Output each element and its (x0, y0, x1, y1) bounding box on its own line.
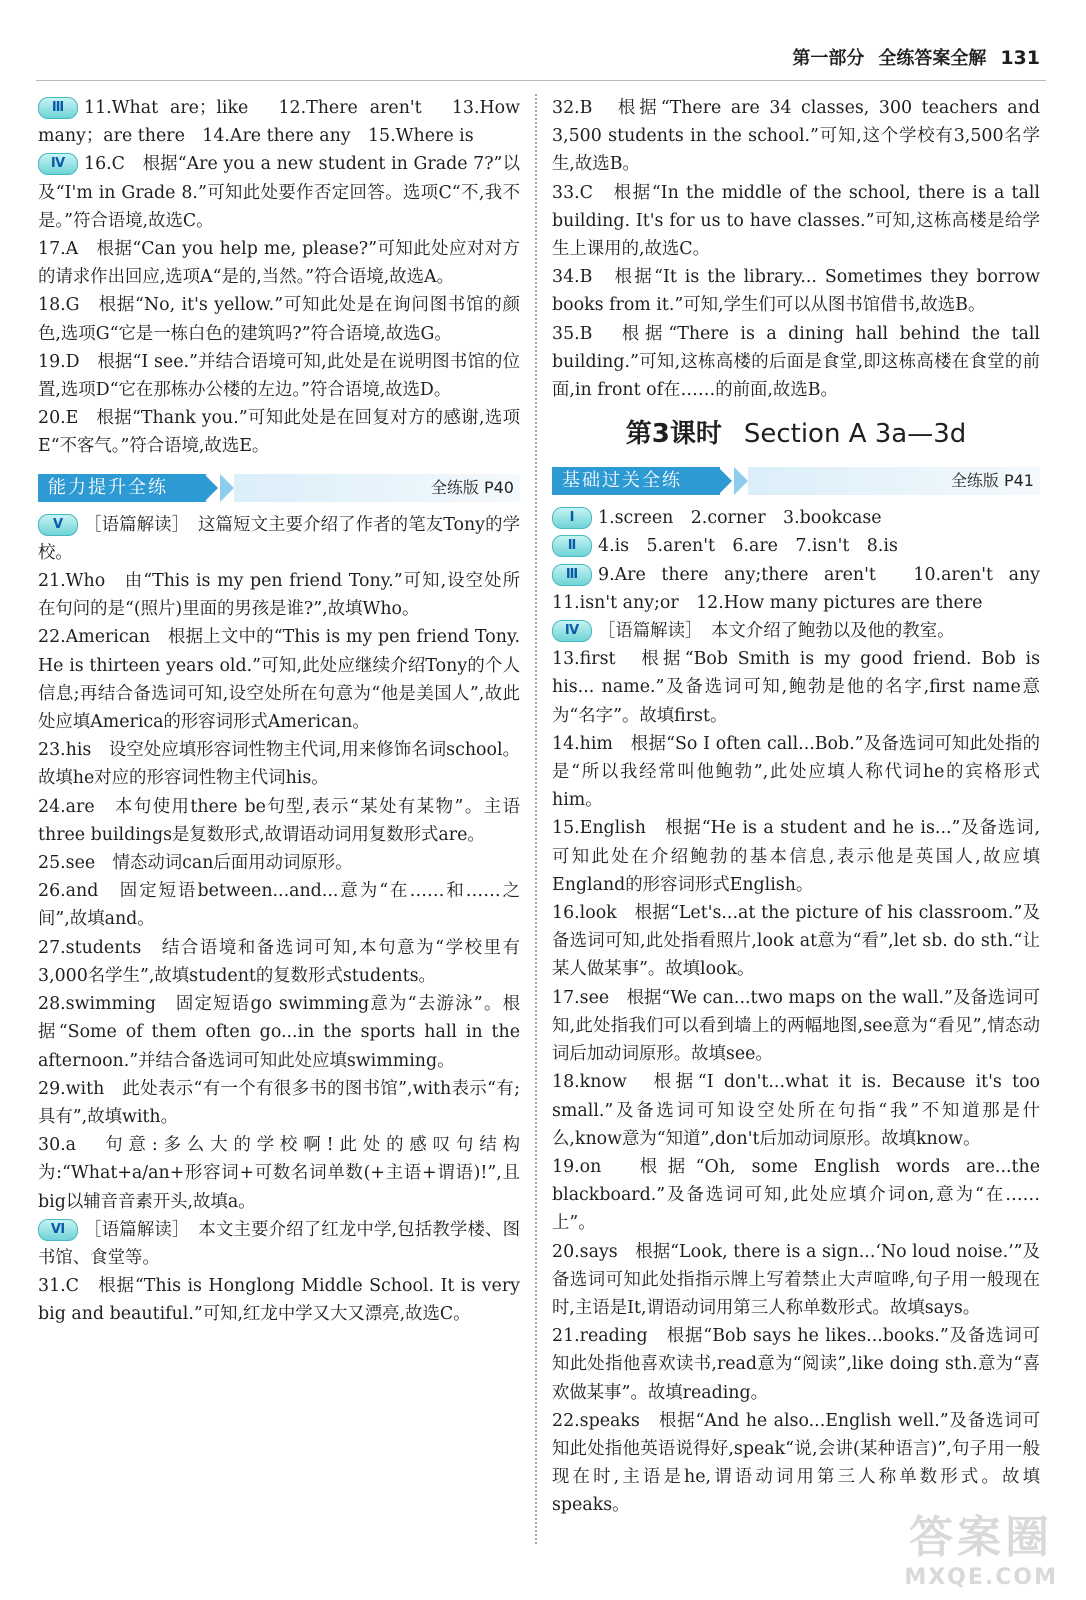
right-column (552, 94, 1058, 1520)
answer-text: 20.says 根据“Look, there is a sign...‘No loud noise.’”及备选词可知此处指指示牌上写着禁止大声喧哗,句子用一般现在时,主语是It,谓语动词用第三人称单数形式。故填says。 (552, 1241, 1040, 1318)
answer-text: 21.Who 由“This is my pen friend Tony.”可知,设空处所在句问的是“(照片)里面的男孩是谁?”,故填Who。 (38, 571, 520, 620)
answer-text: 33.C 根据“In the middle of the school, there is a tall building. It's for us to have classes.”可知,这栋高楼是给学生上课用的,故选C。 (552, 182, 1040, 260)
roman-numeral-badge: Ⅱ (552, 535, 592, 557)
roman-numeral-badge: Ⅳ (38, 153, 78, 175)
answer-text: 14.him 根据“So I often call...Bob.”及备选词可知此处指的是“所以我经常叫他鲍勃”,此处应填人称代词he的宾格形式him。 (552, 733, 1040, 811)
answer-text: 11.What are；like 12.There aren't 13.How many；are there 14.Are there any 15.Where is (38, 98, 520, 147)
answer-item (552, 730, 1040, 815)
answer-text: 9.Are there any;there aren't 10.aren't any 11.isn't any;or 12.How many pictures are there (552, 564, 1058, 613)
roman-numeral-badge: Ⅲ (552, 564, 592, 586)
roman-numeral-badge: Ⅰ (552, 507, 592, 529)
answer-text: 27.students 结合语境和备选词可知,本句意为“学校里有3,000名学生”,故填student的复数形式students。 (38, 937, 520, 986)
answer-text: 16.C 根据“Are you a new student in Grade 7?”以及“I'm in Grade 8.”可知此处要作否定回答。选项C“不,我不是。”符合语境,故选C。 (38, 154, 520, 231)
left-column (38, 94, 520, 1329)
header-title: 全练答案全解 (878, 48, 987, 69)
section-title: 基础过关全练 (552, 467, 720, 495)
answer-text: 34.B 根据“It is the library... Sometimes they borrow books from it.”可知,学生们可以从图书馆借书,故选B。 (552, 267, 1040, 316)
section-header (552, 464, 1040, 498)
part-label: 第一部分 (792, 48, 865, 69)
answer-item (38, 567, 520, 623)
answer-text: 16.look 根据“Let's...at the picture of his classroom.”及备选词可知,此处指看照片,look at意为“看”,let sb. do sth.“让某人做某事”。故填look。 (552, 903, 1040, 980)
answer-text: 31.C 根据“This is Honglong Middle School. It is very big and beautiful.”可知,红龙中学又大又漂亮,故选C。 (38, 1276, 520, 1325)
answer-text: 21.reading 根据“Bob says he likes...books.”及备选词可知此处指他喜欢读书,read意为“阅读”,like doing sth.意为“喜欢做某事”。故填reading。 (552, 1326, 1040, 1403)
answer-item (552, 94, 1040, 179)
answer-item (552, 617, 1040, 645)
section-arrow-icon (718, 467, 732, 495)
answer-text: 32.B 根据“There are 34 classes, 300 teachers and 3,500 students in the school.”可知,这个学校有3,500名学生,故选B。 (552, 98, 1040, 175)
answer-text: 22.speaks 根据“And he also...English well.”及备选词可知此处指他英语说得好,speak“说,会讲(某种语言)”,句子用一般现在时,主语是he,谓语动词用第三人称单数形式。故填speaks。 (552, 1410, 1040, 1516)
answer-text: ［语篇解读］ 本文主要介绍了红龙中学,包括教学楼、图书馆、食堂等。 (38, 1219, 520, 1268)
lesson-number: 第3课时 (625, 419, 722, 450)
answer-item (38, 291, 520, 347)
answer-item (38, 849, 520, 877)
answer-item (38, 348, 520, 404)
answer-item (552, 984, 1040, 1069)
answer-text: ［语篇解读］ 本文介绍了鲍勃以及他的教室。 (598, 621, 955, 642)
column-divider (535, 94, 537, 1544)
answer-item (38, 1131, 520, 1216)
answer-text: 18.G 根据“No, it's yellow.”可知此处是在询问图书馆的颜色,选项G“它是一栋白色的建筑吗?”符合语境,故选G。 (38, 295, 520, 344)
section-page-ref: 全练版 P41 (950, 471, 1034, 491)
answer-item (38, 934, 520, 990)
answer-item (552, 263, 1040, 319)
answer-text: 4.is 5.aren't 6.are 7.isn't 8.is (598, 536, 898, 557)
lesson-title (552, 414, 1040, 454)
section-header (38, 471, 520, 505)
answer-text: 25.see 情态动词can后面用动词原形。 (38, 853, 353, 874)
answer-item (552, 1238, 1040, 1323)
answer-text: 19.D 根据“I see.”并结合语境可知,此处是在说明图书馆的位置,选项D“它在那栋办公楼的左边。”符合语境,故选D。 (38, 351, 520, 401)
section-arrow-icon (220, 474, 234, 502)
answer-item (38, 150, 520, 235)
answer-text: 29.with 此处表示“有一个有很多书的图书馆”,with表示“有;具有”,故填with。 (38, 1078, 520, 1127)
header-rule (36, 80, 1046, 81)
answer-text: 22.American 根据上文中的“This is my pen friend Tony. He is thirteen years old.”可知,此处应继续介绍Tony的个人信息;再结合备选词可知,设空处所在句意为“他是美国人”,故此处应填America的形容词形式American。 (38, 627, 520, 733)
answer-item (552, 561, 1058, 617)
answer-text: ［语篇解读］ 这篇短文主要介绍了作者的笔友Tony的学校。 (38, 514, 520, 563)
answer-item (38, 990, 520, 1075)
answer-item (38, 877, 520, 933)
answer-text: 24.are 本句使用there be句型,表示“某处有某物”。主语three buildings是复数形式,故谓语动词用复数形式are。 (38, 796, 520, 845)
section-title: 能力提升全练 (38, 474, 206, 502)
answer-text: 26.and 固定短语between...and...意为“在……和……之间”,故填and。 (38, 881, 520, 930)
watermark-url: MXQE.COM (904, 1565, 1058, 1590)
answer-item (38, 793, 520, 849)
answer-text: 19.on 根据“Oh, some English words are...the blackboard.”及备选词可知,此处应填介词on,意为“在……上”。 (552, 1156, 1040, 1234)
answer-item (38, 511, 520, 567)
answer-text: 30.a 句意:多么大的学校啊!此处的感叹句结构为:“What+a/an+形容词+可数名词单数(+主语+谓语)!”,且big以辅音音素开头,故填a。 (38, 1135, 520, 1212)
answer-item (552, 1153, 1040, 1238)
section-arrow-icon (204, 474, 218, 502)
answer-item (552, 532, 1040, 560)
answer-text: 20.E 根据“Thank you.”可知此处是在回复对方的感谢,选项E“不客气。”符合语境,故选E。 (38, 408, 520, 457)
answer-text: 35.B 根据“There is a dining hall behind the tall building.”可知,这栋高楼的后面是食堂,即这栋高楼在食堂的前面,in front of在……的前面,故选B。 (552, 323, 1040, 401)
answer-text: 1.screen 2.corner 3.bookcase (598, 508, 882, 529)
answer-item (38, 623, 520, 736)
answer-text: 15.English 根据“He is a student and he is...”及备选词,可知此处在介绍鲍勃的基本信息,表示他是英国人,故应填England的形容词形式English。 (552, 818, 1040, 895)
lesson-section: Section A 3a—3d (743, 419, 967, 450)
answer-text: 23.his 设空处应填形容词性物主代词,用来修饰名词school。故填he对应的形容词性物主代词his。 (38, 740, 520, 789)
answer-item (38, 235, 520, 291)
answer-item (38, 404, 520, 460)
answer-item (552, 899, 1040, 984)
answer-item (552, 1068, 1040, 1153)
answer-text: 17.A 根据“Can you help me, please?”可知此处应对对方的请求作出回应,选项A“是的,当然。”符合语境,故选A。 (38, 239, 520, 288)
answer-item (552, 814, 1040, 899)
answer-item (38, 736, 520, 792)
answer-item (38, 1075, 520, 1131)
answer-item (38, 94, 520, 150)
section-page-ref: 全练版 P40 (430, 477, 514, 497)
answer-text: 13.first 根据“Bob Smith is my good friend. Bob is his... name.”及备选词可知,鲍勃是他的名字,first name意为“名字”。故填first。 (552, 649, 1040, 726)
answer-item (552, 1322, 1040, 1407)
answer-item (38, 1216, 520, 1272)
roman-numeral-badge: Ⅲ (38, 97, 78, 119)
roman-numeral-badge: Ⅵ (38, 1219, 78, 1241)
answer-item (552, 645, 1040, 730)
page-header (792, 44, 1040, 70)
answer-item (552, 504, 1040, 532)
answer-item (552, 179, 1040, 264)
answer-text: 17.see 根据“We can...two maps on the wall.”及备选词可知,此处指我们可以看到墙上的两幅地图,see意为“看见”,情态动词后加动词原形。故填see。 (552, 987, 1040, 1065)
roman-numeral-badge: Ⅳ (552, 620, 592, 642)
answer-text: 28.swimming 固定短语go swimming意为“去游泳”。根据“Some of them often go...in the sports hall in the afternoon.”并结合备选词可知此处应填swimming。 (38, 994, 520, 1071)
section-arrow-icon (734, 467, 748, 495)
watermark-logo-text: 答案圈 (909, 1512, 1054, 1563)
roman-numeral-badge: Ⅴ (38, 514, 78, 536)
answer-item (552, 320, 1040, 405)
watermark (904, 1501, 1058, 1590)
page-number: 131 (1000, 47, 1040, 69)
answer-text: 18.know 根据“I don't...what it is. Because it's too small.”及备选词可知设空处所在句指“我”不知道那是什么,know意为“知道”,don't后加动词原形。故填know。 (552, 1072, 1040, 1149)
answer-item (38, 1272, 520, 1328)
